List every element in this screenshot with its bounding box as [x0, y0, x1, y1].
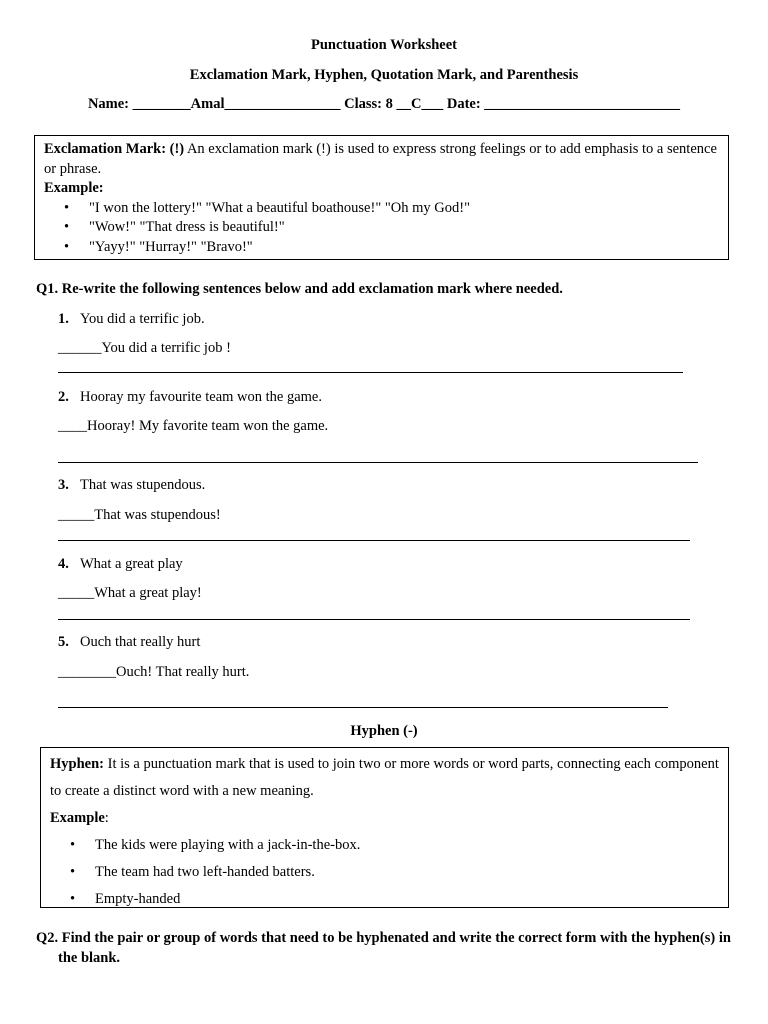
list-item: • The kids were playing with a jack-in-the-box. [50, 832, 719, 859]
q1-answer-4[interactable]: _____What a great play! [58, 585, 202, 601]
name-label: Name: [87, 96, 130, 112]
date-field[interactable]: ___________________________ [484, 96, 681, 112]
q1-item-1 [58, 311, 205, 328]
q1-item-2 [58, 389, 322, 406]
q1-item-number: 5. [58, 634, 69, 650]
exclamation-definition-text: An exclamation mark (!) is used to express strong feelings or to add emphasis to a sentence or phrase. [44, 141, 717, 177]
hyphen-definition-text: It is a punctuation mark that is used to join two or more words or word parts, connecting each component to create a distinct word with a new meaning. [50, 756, 719, 799]
answer-line [58, 707, 668, 708]
exclamation-info-box [34, 135, 729, 260]
q1-item-number: 2. [58, 389, 69, 405]
class-label: Class: [344, 96, 382, 112]
hyphen-example-colon: : [104, 810, 109, 826]
list-item: • "Wow!" "That dress is beautiful!" [44, 218, 719, 238]
answer-line [58, 619, 690, 620]
q1-item-4 [58, 556, 183, 573]
hyphen-example-label: Example [50, 810, 105, 826]
list-item: • The team had two left-handed batters. [50, 859, 719, 886]
worksheet-subtitle: Exclamation Mark, Hyphen, Quotation Mark, and Parenthesis [189, 67, 579, 83]
q1-item-sentence: Hooray my favourite team won the game. [80, 389, 322, 405]
class-field[interactable]: 8 __C___ [385, 96, 444, 112]
answer-line [58, 540, 690, 541]
student-info-line [0, 96, 768, 113]
exclamation-example-label: Example: [44, 180, 104, 196]
q1-item-sentence: That was stupendous. [80, 477, 206, 493]
list-item: • Empty-handed [50, 886, 719, 913]
list-item: • "I won the lottery!" "What a beautiful boathouse!" "Oh my God!" [44, 199, 719, 219]
hyphen-definition [50, 751, 719, 805]
q1-item-number: 3. [58, 477, 69, 493]
date-label: Date: [446, 96, 481, 112]
hyphen-example-label-row [50, 805, 719, 832]
name-field[interactable]: ________Amal________________ [132, 96, 341, 112]
answer-line [58, 372, 683, 373]
q2-prompt: Q2. Find the pair or group of words that need to be hyphenated and write the correct form with the hyphen(s) in the blank. [36, 930, 731, 966]
q1-item-sentence: Ouch that really hurt [80, 634, 201, 650]
q1-item-sentence: You did a terrific job. [80, 311, 205, 327]
q1-item-number: 1. [58, 311, 69, 327]
exclamation-definition [44, 140, 719, 179]
answer-line [58, 462, 698, 463]
q1-answer-3[interactable]: _____That was stupendous! [58, 507, 221, 523]
hyphen-term: Hyphen: [50, 756, 104, 772]
list-item: • "Yayy!" "Hurray!" "Bravo!" [44, 238, 719, 258]
q1-item-sentence: What a great play [80, 556, 183, 572]
q1-answer-5[interactable]: ________Ouch! That really hurt. [58, 664, 250, 680]
q1-answer-1[interactable]: ______You did a terrific job ! [58, 340, 231, 356]
exclamation-example-list [44, 199, 719, 258]
q1-prompt: Q1. Re-write the following sentences below and add exclamation mark where needed. [36, 281, 563, 297]
hyphen-heading: Hyphen (-) [350, 723, 418, 739]
hyphen-info-box [40, 747, 729, 908]
q1-item-5 [58, 634, 200, 651]
q1-item-number: 4. [58, 556, 69, 572]
worksheet-title: Punctuation Worksheet [311, 37, 457, 53]
q1-answer-2[interactable]: ____Hooray! My favorite team won the game. [58, 418, 329, 434]
exclamation-term: Exclamation Mark: (!) [44, 141, 185, 157]
q1-item-3 [58, 477, 205, 494]
hyphen-example-list [50, 832, 719, 913]
